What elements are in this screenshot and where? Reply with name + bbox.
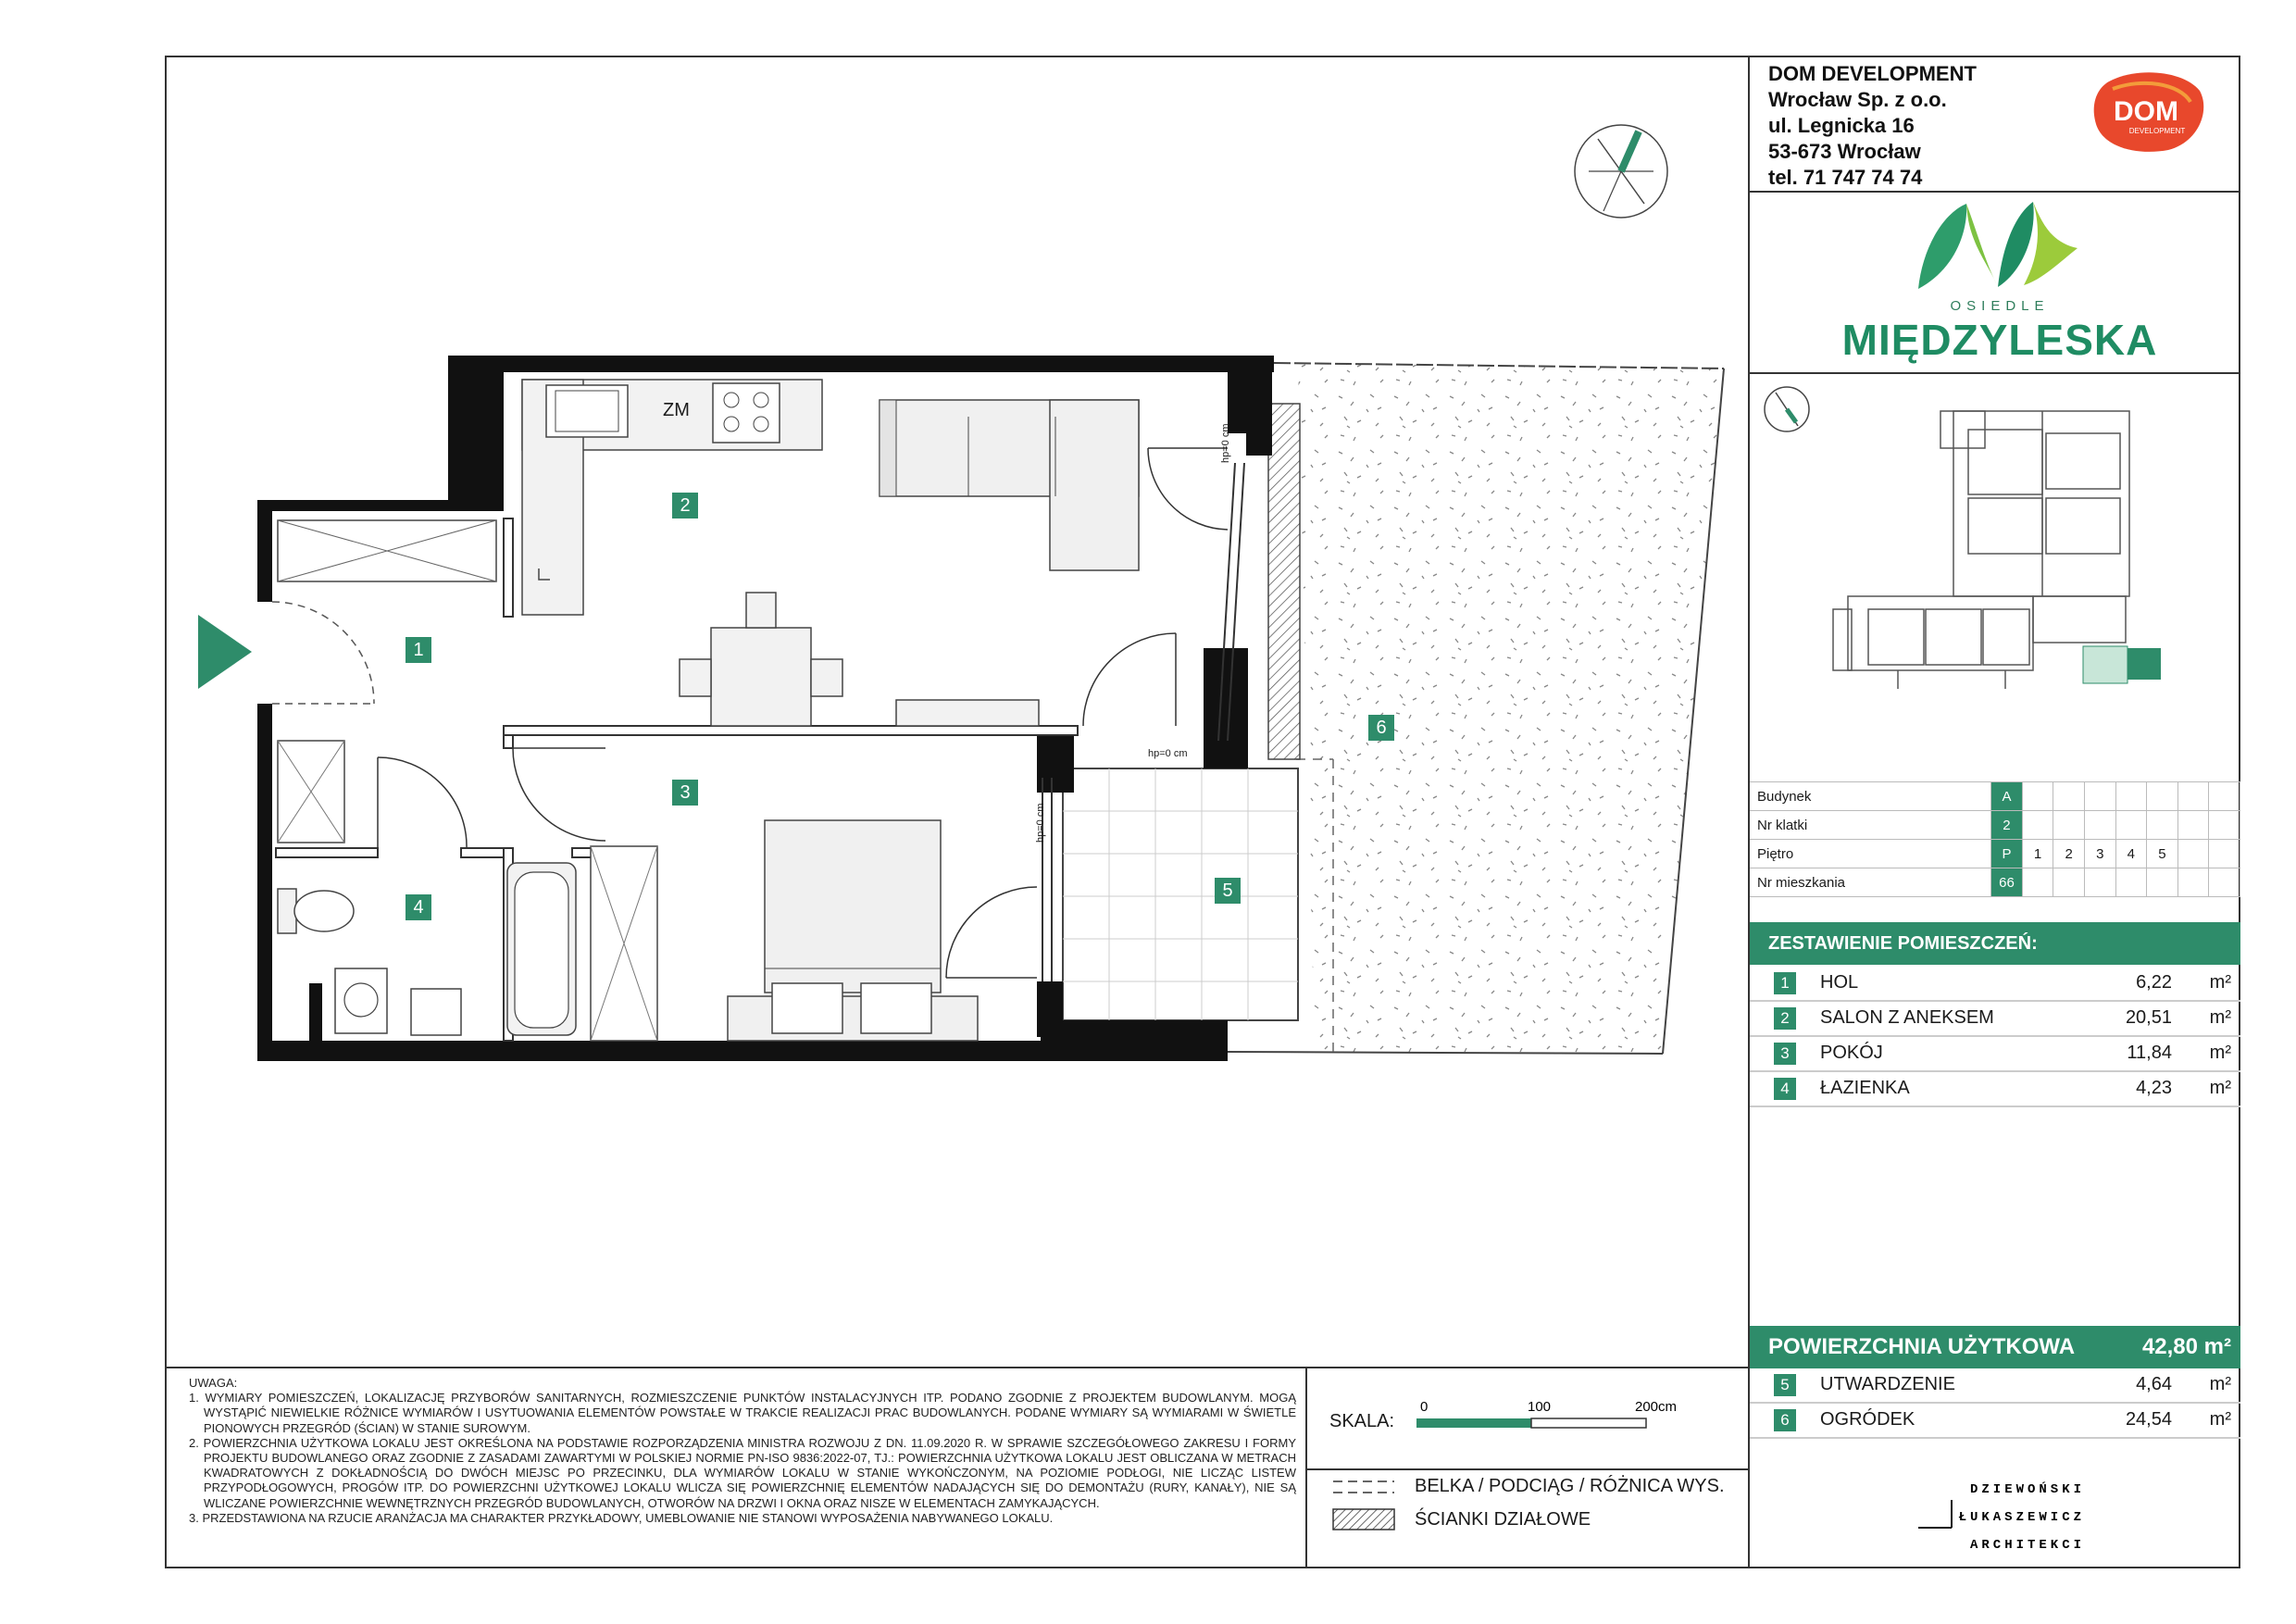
scale-label: SKALA: — [1329, 1411, 1395, 1431]
notes-title: UWAGA: — [189, 1376, 238, 1390]
company-street: ul. Legnicka 16 — [1768, 114, 1915, 137]
extra-number: 6 — [1774, 1409, 1796, 1431]
room-number: 3 — [1774, 1043, 1796, 1065]
extra-name: UTWARDZENIE — [1820, 1374, 1955, 1394]
info-label: Budynek — [1750, 782, 1991, 811]
room-name: HOL — [1820, 972, 1859, 993]
room-unit: m² — [2209, 972, 2231, 993]
info-cell: 3 — [2084, 840, 2115, 868]
extra-name: OGRÓDEK — [1820, 1409, 1915, 1430]
estate-prefix: OSIEDLE — [1950, 298, 2050, 314]
room-label-living: 2 — [672, 493, 698, 518]
room-label-bedroom: 3 — [672, 780, 698, 806]
rooms-header: ZESTAWIENIE POMIESZCZEŃ: — [1750, 922, 2240, 965]
info-cell: 2 — [2053, 840, 2085, 868]
legend-walls: ŚCIANKI DZIAŁOWE — [1415, 1509, 1591, 1530]
note-item: 2. POWIERZCHNIA UŻYTKOWA LOKALU JEST OKREŚLONA NA PODSTAWIE ROZPORZĄDZENIA MINISTRA ROZWOJU Z DN. 11.09.2020 R. W SPRAWIE SZCZEGÓŁOWEGO ZAKRESU I FORMY PROJEKTU BUDOWLANEGO ORAZ ZGODNIE Z ZASADAMI ZAWARTYMI W POLSKIEJ NORMIE PN-ISO 9836:2022-07, TJ.: POWIERZCHNIA UŻYTKOWA LOKALU JEST OBLICZANA W METRACH KWADRATOWYCH Z DOKŁADNOŚCIĄ DO DWÓCH MIEJSC PO PRZECINKU, DLA WYMIARÓW LOKALU W STANIE WYKOŃCZONYM, NA POZIOMIE PODŁOGI, NIE LICZĄC LISTEW PRZYPODŁOGOWYCH, PROGÓW ITP. DO POWIERZCHNI UŻYTKOWEJ LOKALU WLICZA SIĘ POWIERZCHNIĘ ELEMENTÓW NADAJĄCYCH SIĘ DO DEMONTAŻU (RURY, KANAŁY), NIE SĄ WLICZANE POWIERZCHNIE WEWNĘTRZNYCH PRZEGRÓD BUDOWLANYCH, OTWORÓW NA DRZWI I OKNA ORAZ NISZE W ELEMENTACH ZAMYKAJĄCYCH. — [189, 1435, 1296, 1510]
info-label: Nr mieszkania — [1750, 868, 1991, 897]
room-area: 20,51 — [2125, 1007, 2172, 1028]
room-label-terrace: 5 — [1215, 878, 1241, 904]
estate-name: MIĘDZYLESKA — [1841, 316, 2158, 364]
room-name: SALON Z ANEKSEM — [1820, 1007, 1994, 1028]
room-unit: m² — [2209, 1007, 2231, 1028]
extra-area: 4,64 — [2136, 1374, 2172, 1394]
scale-tick-200: 200cm — [1635, 1399, 1678, 1415]
note-item: 1. WYMIARY POMIESZCZEŃ, LOKALIZACJĘ PRZYBORÓW SANITARNYCH, ROZMIESZCZENIE PUNKTÓW INSTALACYJNYCH ITP. PODANO ZGODNIE Z PROJEKTEM BUDOWLANYM. MOGĄ WYSTĄPIĆ NIEWIELKIE RÓŻNICE WYMIARÓW I USYTUOWANIA ELEMENTÓW POWSTAŁE W TRAKCIE REALIZACJI PRAC BUDOWLANYCH. PODANE WYMIARY SĄ WYMIARAMI W ŚWIETLE PIONOWYCH PRZEGRÓD (ŚCIAN) W STANIE SUROWYM. — [189, 1391, 1296, 1435]
info-value: 66 — [1991, 868, 2023, 897]
architect-line3: ARCHITEKCI — [1969, 1538, 2085, 1553]
total-value: 42,80 m² — [2141, 1334, 2231, 1359]
company-phone: tel. 71 747 74 74 — [1768, 166, 1923, 189]
total-label: POWIERZCHNIA UŻYTKOWA — [1768, 1334, 2076, 1359]
threshold-note: hp=0 cm — [1148, 748, 1188, 759]
info-value: A — [1991, 782, 2023, 811]
company-city: 53-673 Wrocław — [1768, 140, 1921, 163]
room-area: 11,84 — [2127, 1043, 2172, 1063]
extra-unit: m² — [2209, 1409, 2231, 1430]
extra-number: 5 — [1774, 1374, 1796, 1396]
threshold-note: hp=0 cm — [1220, 423, 1231, 463]
info-label: Piętro — [1750, 840, 1991, 868]
info-value: P — [1991, 840, 2023, 868]
extra-area: 24,54 — [2125, 1409, 2172, 1430]
info-cell: 4 — [2115, 840, 2147, 868]
info-cell: 5 — [2147, 840, 2178, 868]
room-label-garden: 6 — [1368, 715, 1394, 741]
room-number: 4 — [1774, 1078, 1796, 1100]
threshold-note: hp=0 cm — [1035, 803, 1046, 843]
scale-tick-0: 0 — [1420, 1399, 1429, 1415]
room-area: 4,23 — [2136, 1078, 2172, 1098]
architect-line2: ŁUKASZEWICZ — [1958, 1510, 2085, 1525]
room-label-hall: 1 — [406, 637, 431, 663]
room-number: 2 — [1774, 1007, 1796, 1030]
room-unit: m² — [2209, 1043, 2231, 1063]
legend-beam: BELKA / PODCIĄG / RÓŻNICA WYS. — [1415, 1476, 1725, 1496]
extra-unit: m² — [2209, 1374, 2231, 1394]
info-value: 2 — [1991, 811, 2023, 840]
note-item: 3. PRZEDSTAWIONA NA RZUCIE ARANŻACJA MA CHARAKTER PRZYKŁADOWY, UMEBLOWANIE NIE STANOWI WYPOSAŻENIA NABYWANEGO LOKALU. — [189, 1510, 1054, 1525]
room-label-bathroom: 4 — [406, 894, 431, 920]
architect-line1: DZIEWOŃSKI — [1969, 1482, 2085, 1497]
info-cell: 1 — [2022, 840, 2053, 868]
company-name: DOM DEVELOPMENT — [1768, 62, 1977, 85]
room-number: 1 — [1774, 972, 1796, 994]
company-subname: Wrocław Sp. z o.o. — [1768, 88, 1947, 111]
dom-logo-text: DOM — [2114, 96, 2178, 127]
room-area: 6,22 — [2136, 972, 2172, 993]
scale-tick-100: 100 — [1528, 1399, 1552, 1415]
dom-logo-sub: DEVELOPMENT — [2128, 127, 2186, 135]
room-name: POKÓJ — [1820, 1043, 1883, 1063]
room-unit: m² — [2209, 1078, 2231, 1098]
room-name: ŁAZIENKA — [1820, 1078, 1910, 1098]
info-label: Nr klatki — [1750, 811, 1991, 840]
meter-label: ZM — [663, 400, 690, 420]
